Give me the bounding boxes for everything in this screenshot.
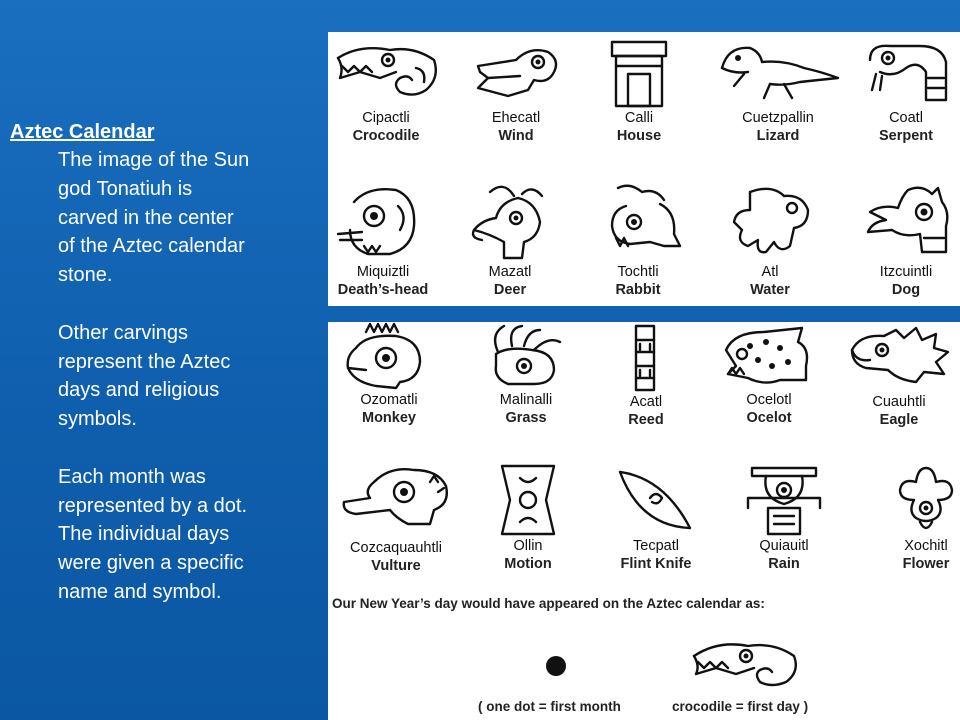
- motion-glyph-icon: [492, 462, 564, 538]
- monkey-glyph-icon: [336, 322, 442, 392]
- day-signs-panel-bottom: [328, 322, 960, 720]
- paragraph-carvings: [58, 319, 320, 434]
- day-name-nahuatl: Atl: [761, 264, 779, 280]
- day-name-english: Flower: [902, 556, 950, 572]
- text-line: Other carvings: [58, 321, 189, 344]
- day-name-english: Rabbit: [615, 282, 661, 298]
- day-name-english: Reed: [628, 412, 664, 428]
- text-line: god Tonatiuh is: [58, 177, 193, 200]
- flint-knife-glyph-icon: [610, 462, 702, 538]
- day-name-english: Deer: [493, 282, 527, 298]
- day-sign-quiauitl: [738, 462, 830, 573]
- day-name-nahuatl: Ehecatl: [491, 110, 541, 126]
- paragraph-months: [58, 463, 320, 607]
- day-sign-cozcaquauhtli: [334, 462, 458, 575]
- day-name-english: Serpent: [879, 128, 933, 144]
- day-name-nahuatl: Ollin: [513, 538, 543, 554]
- paragraph-sun-god: [58, 146, 320, 290]
- text-line: The individual days: [58, 523, 230, 546]
- rain-glyph-icon: [738, 462, 830, 538]
- day-name-english: Grass: [505, 410, 547, 426]
- day-name-english: Rain: [768, 556, 800, 572]
- grass-glyph-icon: [478, 322, 574, 392]
- day-name-english: Motion: [504, 556, 552, 572]
- house-glyph-icon: [596, 38, 682, 110]
- day-sign-xochitl: [884, 462, 960, 573]
- lizard-glyph-icon: [714, 38, 842, 110]
- day-name-nahuatl: Cuetzpallin: [742, 110, 814, 126]
- text-line: The image of the Sun: [58, 149, 250, 171]
- day-signs-panel-top: [328, 32, 960, 306]
- day-name-english: Dog: [891, 282, 921, 298]
- deaths-head-glyph-icon: [328, 182, 438, 264]
- text-line: stone.: [58, 264, 113, 287]
- day-sign-itzcuintli: [858, 182, 954, 299]
- day-name-english: Vulture: [371, 558, 421, 574]
- day-sign-miquiztli: [328, 182, 438, 299]
- water-glyph-icon: [720, 182, 820, 264]
- text-line: of the Aztec calendar: [58, 235, 245, 258]
- text-line: days and religious: [58, 379, 220, 402]
- day-name-nahuatl: Itzcuintli: [879, 264, 933, 280]
- day-sign-malinalli: [478, 322, 574, 427]
- day-sign-tecpatl: [610, 462, 702, 573]
- day-sign-acatl: [610, 322, 682, 429]
- serpent-glyph-icon: [858, 38, 954, 110]
- day-name-nahuatl: Tochtli: [617, 264, 659, 280]
- deer-glyph-icon: [460, 182, 560, 264]
- vulture-glyph-icon: [334, 462, 458, 540]
- text-line: represent the Aztec: [58, 350, 231, 373]
- text-line: were given a specific: [58, 552, 244, 575]
- day-sign-calli: [596, 38, 682, 145]
- day-name-english: Wind: [498, 128, 534, 144]
- day-name-nahuatl: Calli: [624, 110, 654, 126]
- day-sign-cipactli: [330, 38, 442, 145]
- text-line: symbols.: [58, 408, 137, 431]
- flower-glyph-icon: [884, 462, 960, 538]
- left-text-column: [10, 118, 320, 607]
- first-month-dot-icon: [544, 654, 568, 678]
- wind-glyph-icon: [468, 38, 564, 110]
- day-sign-coatl: [858, 38, 954, 145]
- day-sign-tochtli: [590, 182, 686, 299]
- day-name-nahuatl: Tecpatl: [633, 538, 679, 554]
- first-day-crocodile-icon: [688, 636, 804, 696]
- day-name-nahuatl: Mazatl: [488, 264, 532, 280]
- slide-title: Aztec Calendar: [10, 121, 155, 143]
- dog-glyph-icon: [858, 182, 954, 264]
- day-name-english: Ocelot: [746, 410, 792, 426]
- day-name-english: Monkey: [362, 410, 416, 426]
- day-name-nahuatl: Coatl: [889, 110, 923, 126]
- crocodile-glyph-icon: [330, 38, 442, 110]
- day-sign-mazatl: [460, 182, 560, 299]
- day-name-nahuatl: Malinalli: [499, 392, 553, 408]
- text-line: name and symbol.: [58, 580, 222, 603]
- day-name-english: Crocodile: [352, 128, 420, 144]
- day-name-nahuatl: Xochitl: [904, 538, 948, 554]
- day-name-english: House: [616, 128, 662, 144]
- day-name-nahuatl: Acatl: [629, 394, 663, 410]
- day-sign-ozomatli: [336, 322, 442, 427]
- rabbit-glyph-icon: [590, 182, 686, 264]
- eagle-glyph-icon: [844, 322, 954, 394]
- text-line: carved in the center: [58, 206, 234, 229]
- day-name-nahuatl: Ocelotl: [746, 392, 792, 408]
- day-sign-ollin: [492, 462, 564, 573]
- day-name-english: Flint Knife: [620, 556, 692, 572]
- day-sign-cuetzpallin: [714, 38, 842, 145]
- day-name-english: Water: [750, 282, 790, 298]
- day-sign-ehecatl: [468, 38, 564, 145]
- day-name-nahuatl: Quiauitl: [759, 538, 809, 554]
- day-sign-ocelotl: [714, 322, 824, 427]
- day-name-nahuatl: Ozomatli: [360, 392, 418, 408]
- day-name-nahuatl: Miquiztli: [356, 264, 410, 280]
- dot-caption: ( one dot = first month: [478, 699, 621, 714]
- text-line: represented by a dot.: [58, 494, 248, 517]
- day-name-nahuatl: Cipactli: [362, 110, 410, 126]
- crocodile-caption: crocodile = first day ): [672, 699, 809, 714]
- reed-glyph-icon: [610, 322, 682, 394]
- day-sign-atl: [720, 182, 820, 299]
- text-line: Each month was: [58, 465, 206, 488]
- ocelot-glyph-icon: [714, 322, 824, 392]
- new-year-sentence: Our New Year’s day would have appeared on the Aztec calendar as:: [332, 596, 765, 611]
- day-name-english: Death’s-head: [337, 282, 429, 298]
- day-sign-cuauhtli: [844, 322, 954, 429]
- day-name-english: Lizard: [756, 128, 800, 144]
- day-name-nahuatl: Cuauhtli: [872, 394, 926, 410]
- day-name-nahuatl: Cozcaquauhtli: [350, 540, 442, 556]
- day-name-english: Eagle: [879, 412, 919, 428]
